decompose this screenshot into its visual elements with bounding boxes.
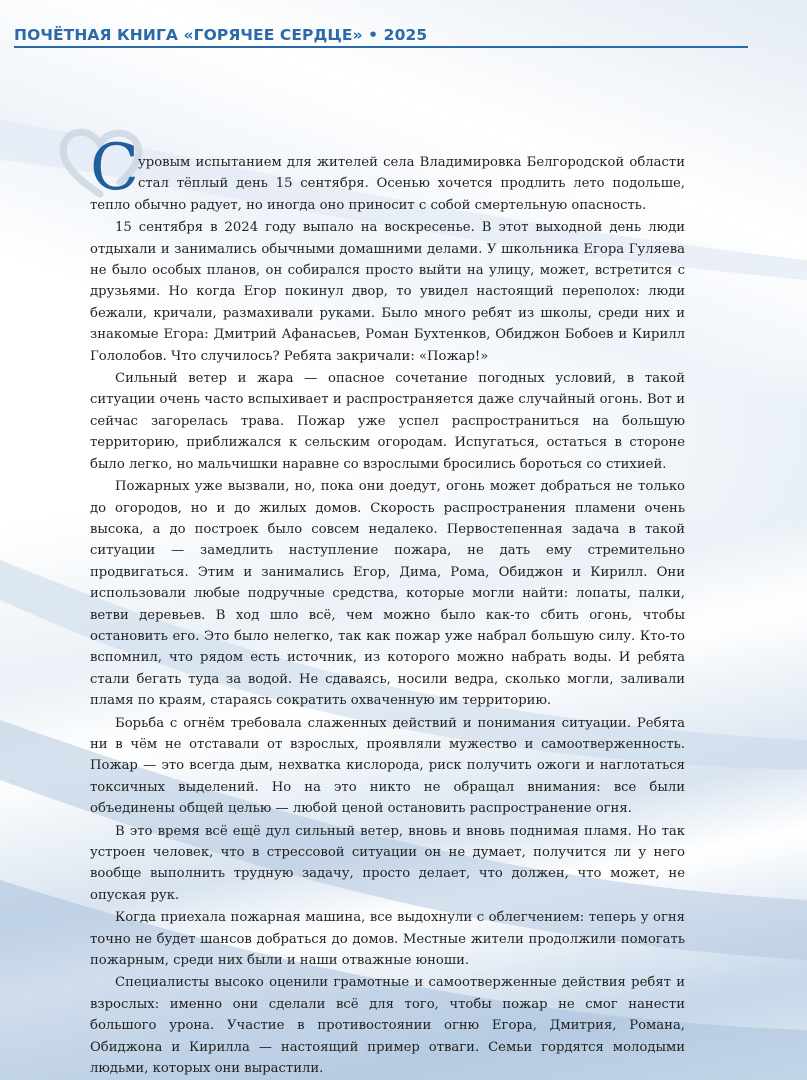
paragraph: 15 сентября в 2024 году выпало на воскресенье. В этот выходной день люди отдыхали и занимались обычными домашними делами. У школьника Егора Гуляева не было особых планов, он собирался просто выйти на улицу, может, встретится с друзьями. Но когда Егор покинул двор, то увидел настоящий переполох: люди бежали, кричали, размахивали руками. Было много ребят из школы, среди них и знакомые Егора: Дмитрий Афанасьев, Роман Бухтенков, Обиджон Бобоев и Кирилл Гололобов. Что случилось? Ребята закричали: «Пожар!»: [90, 220, 685, 364]
paragraph: Пожарных уже вызвали, но, пока они доедут, огонь может добраться не только до огородов, но и до жилых домов. Скорость распространения пламени очень высока, а до построек было совсем недалеко. Первостепенная задача в такой ситуации — замедлить наступление пожара, не дать ему стремительно продвигаться. Этим и занимались Егор, Дима, Рома, Обиджон и Кирилл. Они использовали любые подручные средства, которые могли найти: лопаты, палки, ветви деревьев. В ход шло всё, чем можно было как-то сбить огонь, чтобы остановить его. Это было нелегко, так как пожар уже набрал большую силу. Кто-то вспомнил, что рядом есть источник, из которого можно набрать воды. И ребята стали бегать туда за водой. Не сдаваясь, носили ведра, сколько могли, заливали пламя по краям, стараясь сократить охваченную им территорию.: [90, 479, 685, 709]
paragraph: Сильный ветер и жара — опасное сочетание погодных условий, в такой ситуации очень часто вспыхивает и распространяется даже случайный огонь. Вот и сейчас загорелась трава. Пожар уже успел распространиться на большую территорию, приближался к сельским огородам. Испугаться, остаться в стороне было легко, но мальчишки наравне со взрослыми бросились бороться со стихией.: [90, 371, 685, 472]
paragraph: Специалисты высоко оценили грамотные и самоотверженные действия ребят и взрослых: именно они сделали всё для того, чтобы пожар не смог нанести большого урона. Участие в противостоянии огню Егора, Дмитрия, Романа, Обиджона и Кирилла — настоящий пример отваги. Семьи гордятся молодыми людьми, которых они вырастили.: [90, 975, 685, 1077]
paragraph: В это время всё ещё дул сильный ветер, вновь и вновь поднимая пламя. Но так устроен человек, что в стрессовой ситуации он не думает, получится ли у него вообще выполнить трудную задачу, просто делает, что должен, что может, не опуская рук.: [90, 823, 685, 903]
paragraph: Когда приехала пожарная машина, все выдохнули с облегчением: теперь у огня точно не будет шансов добраться до домов. Местные жители продолжили помогать пожарным, среди них были и наши отважные юноши.: [90, 910, 685, 969]
article-body: [90, 152, 685, 1080]
drop-cap: С: [90, 131, 139, 205]
header-rule: [14, 46, 748, 48]
paragraph: уровым испытанием для жителей села Владимировка Белгородской области стал тёплый день 15 сентября. Осенью хочется продлить лето подольше, тепло обычно радует, но иногда оно приносит с собой смертельную опасность.: [90, 155, 685, 213]
running-header: ПОЧЁТНАЯ КНИГА «ГОРЯЧЕЕ СЕРДЦЕ» • 2025: [14, 26, 428, 44]
paragraph: Борьба с огнём требовала слаженных действий и понимания ситуации. Ребята ни в чём не отставали от взрослых, проявляли мужество и самоотверженность. Пожар — это всегда дым, нехватка кислорода, риск получить ожоги и наглотаться токсичных выделений. Но на это никто не обращал внимания: все были объединены общей целью — любой ценой остановить распространение огня.: [90, 715, 685, 817]
